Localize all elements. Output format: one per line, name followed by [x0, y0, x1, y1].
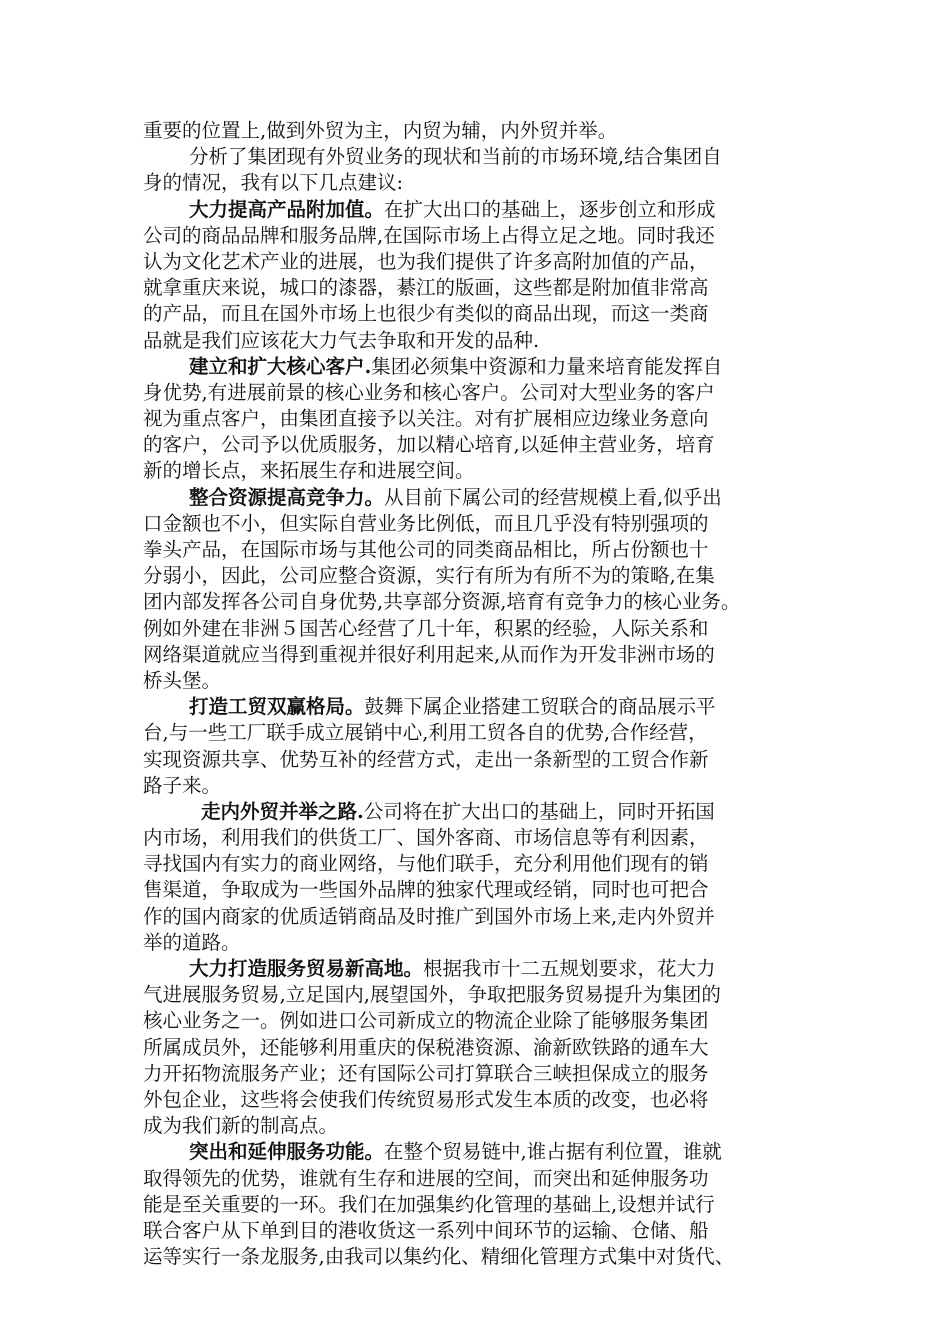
text-line: 内市场，利用我们的供货工厂、国外客商、市场信息等有利因素，: [143, 826, 709, 850]
text-line: 视为重点客户，由集团直接予以关注。对有扩展相应边缘业务意向: [143, 407, 709, 431]
text-line: 能是至关重要的一环。我们在加强集约化管理的基础上,设想并试行: [143, 1192, 715, 1216]
text-line: 重要的位置上,做到外贸为主，内贸为辅，内外贸并举。: [143, 119, 618, 142]
text-line: 例如外建在非洲５国苦心经营了几十年，积累的经验，人际关系和: [143, 616, 709, 640]
section-heading: 大力提高产品附加值。: [189, 197, 385, 221]
text-line: 联合客户从下单到目的港收货这一系列中间环节的运输、仓储、船: [143, 1218, 709, 1242]
text-line: 网络渠道就应当得到重视并很好利用起来,从而作为开发非洲市场的: [143, 642, 715, 666]
text-line: 公司的商品品牌和服务品牌,在国际市场上占得立足之地。同时我还: [143, 223, 715, 247]
paragraph-first-line: [143, 1139, 811, 1165]
paragraph-first-line: [143, 799, 811, 825]
text-line: 力开拓物流服务产业；还有国际公司打算联合三峡担保成立的服务: [143, 1061, 709, 1085]
text-line: 实现资源共享、优势互补的经营方式，走出一条新型的工贸合作新: [143, 747, 709, 771]
document-page: [143, 118, 811, 1270]
section-heading: 建立和扩大核心客户.: [189, 354, 372, 378]
text-line: 的产品，而且在国外市场上也很少有类似的商品出现，而这一类商: [143, 302, 709, 326]
text-run: 在整个贸易链中,谁占据有利位置，谁就: [384, 1140, 722, 1164]
text-line: 成为我们新的制高点。: [143, 1114, 339, 1138]
text-line: 身优势,有进展前景的核心业务和核心客户。公司对大型业务的客户: [143, 380, 715, 404]
text-line: 桥头堡。: [143, 668, 222, 692]
text-line: 运等实行一条龙服务,由我司以集约化、精细化管理方式集中对货代、: [143, 1245, 735, 1269]
section-heading: 整合资源提高竞争力。: [189, 485, 385, 509]
text-line: 口金额也不小，但实际自营业务比例低，而且几乎没有特别强项的: [143, 511, 709, 535]
text-line: 就拿重庆来说，城口的漆器，綦江的版画，这些都是附加值非常高: [143, 276, 709, 300]
paragraph-first-line: [143, 197, 811, 223]
text-line: 团内部发挥各公司自身优势,共享部分资源,培育有竞争力的核心业务。: [143, 590, 741, 614]
section-heading: 走内外贸并举之路.: [201, 799, 364, 823]
text-line: 作的国内商家的优质适销商品及时推广到国外市场上来,走内外贸并: [143, 904, 715, 928]
text-line: 核心业务之一。例如进口公司新成立的物流企业除了能够服务集团: [143, 1009, 709, 1033]
paragraph-first-line: [143, 956, 811, 982]
text-run: 集团必须集中资源和力量来培育能发挥自: [371, 354, 723, 378]
text-run: 在扩大出口的基础上，逐步创立和形成: [384, 197, 716, 221]
text-line: 台,与一些工厂联手成立展销中心,利用工贸各自的优势,合作经营，: [143, 721, 708, 745]
text-run: 公司将在扩大出口的基础上，同时开拓国: [363, 799, 715, 823]
text-line: 路子来。: [143, 773, 222, 797]
text-line: 外包企业，这些将会使我们传统贸易形式发生本质的改变，也必将: [143, 1087, 709, 1111]
text-run: 根据我市十二五规划要求，花大力: [423, 957, 716, 980]
text-line: 取得领先的优势，谁就有生存和进展的空间，而突出和延伸服务功: [143, 1166, 709, 1190]
text-line: 寻找国内有实力的商业网络，与他们联手，充分利用他们现有的销: [143, 852, 709, 876]
text-line: 分析了集团现有外贸业务的现状和当前的市场环境,结合集团自: [189, 145, 722, 169]
text-line: 品就是我们应该花大力气去争取和开发的品种.: [143, 328, 540, 352]
text-line: 售渠道，争取成为一些国外品牌的独家代理或经销，同时也可把合: [143, 878, 709, 902]
text-line: 新的增长点，来拓展生存和进展空间。: [143, 459, 475, 483]
text-line: 举的道路。: [143, 930, 241, 954]
paragraph-first-line: [143, 485, 811, 511]
text-line: 的客户，公司予以优质服务，加以精心培育,以延伸主营业务，培育: [143, 433, 715, 457]
text-run: 从目前下属公司的经营规模上看,似乎出: [384, 485, 722, 509]
text-run: 鼓舞下属企业搭建工贸联合的商品展示平: [364, 695, 716, 719]
text-line: 拳头产品，在国际市场与其他公司的同类商品相比，所占份额也十: [143, 538, 709, 561]
text-line: 身的情况，我有以下几点建议:: [143, 171, 404, 195]
paragraph-first-line: [143, 694, 811, 720]
section-heading: 大力打造服务贸易新高地。: [189, 957, 424, 980]
text-line: 气进展服务贸易,立足国内,展望国外，争取把服务贸易提升为集团的: [143, 983, 721, 1007]
text-line: 分弱小，因此，公司应整合资源，实行有所为有所不为的策略,在集: [143, 564, 715, 588]
section-heading: 突出和延伸服务功能。: [189, 1140, 385, 1164]
text-line: 认为文化艺术产业的进展，也为我们提供了许多高附加值的产品，: [143, 249, 709, 273]
section-heading: 打造工贸双赢格局。: [189, 695, 365, 719]
paragraph-first-line: [143, 354, 811, 380]
text-line: 所属成员外，还能够利用重庆的保税港资源、渝新欧铁路的通车大: [143, 1035, 709, 1059]
